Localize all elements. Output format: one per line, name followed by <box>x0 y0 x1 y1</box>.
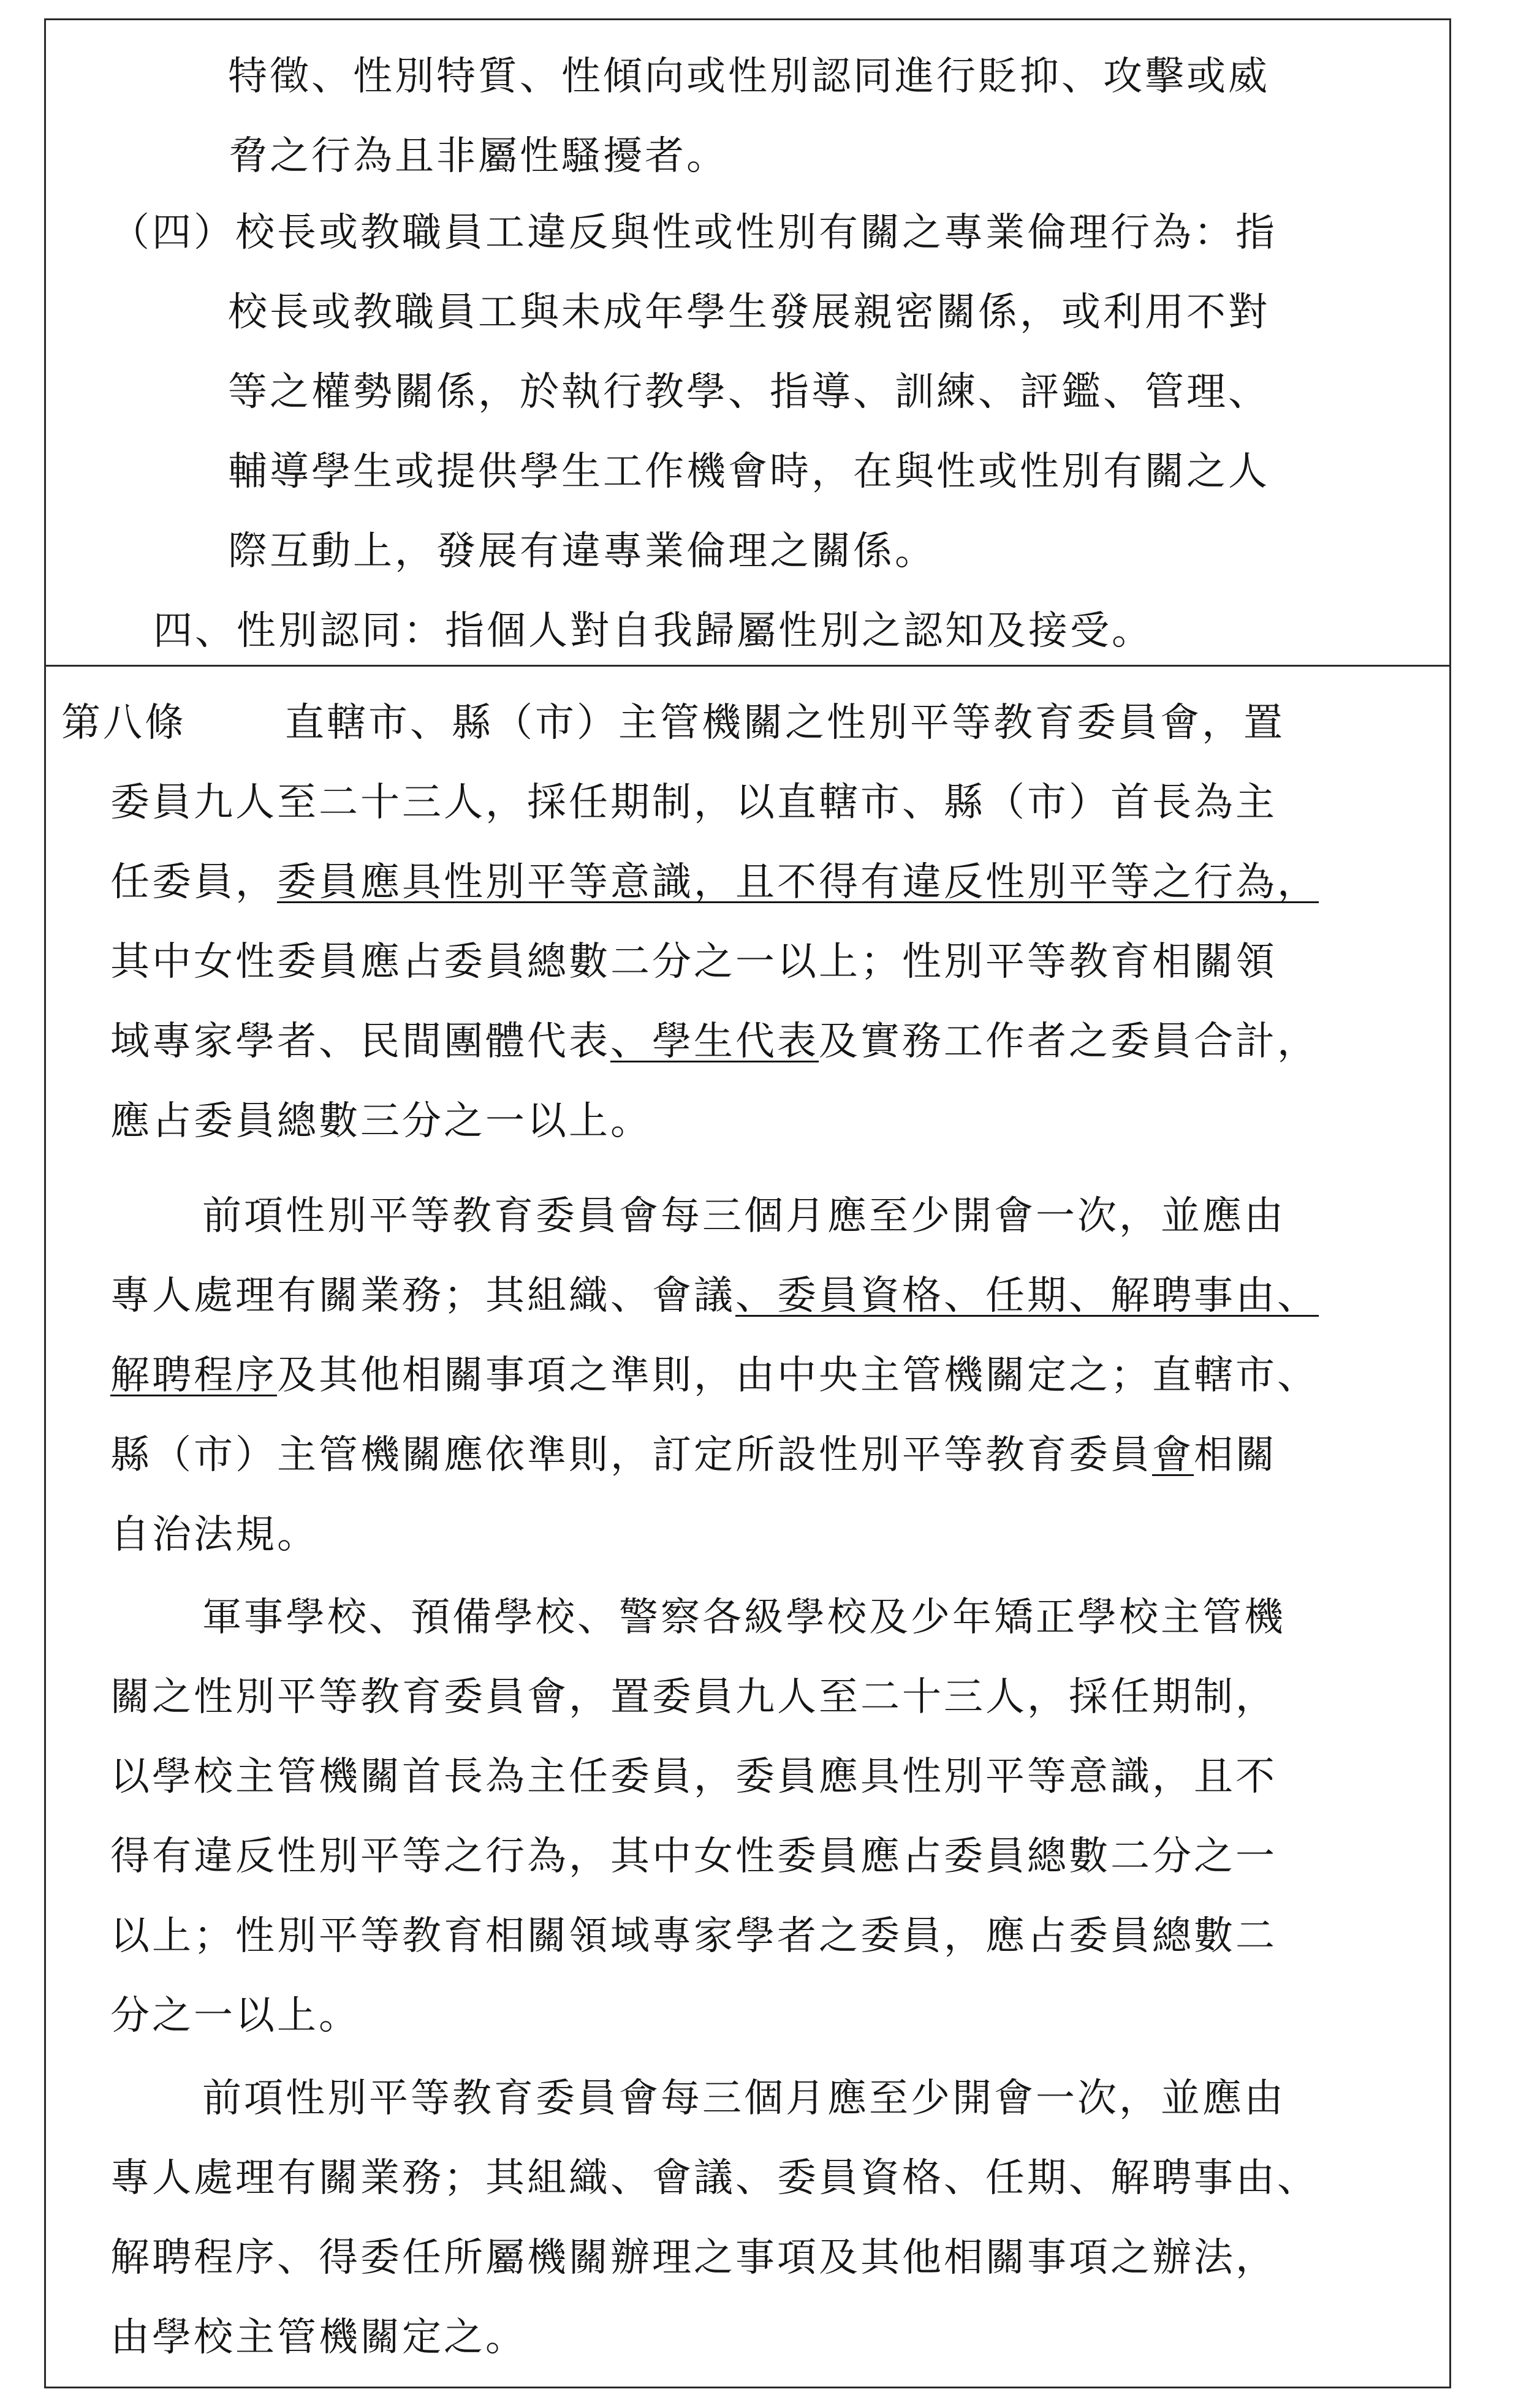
text-line: 委員九人至二十三人，採任期制，以直轄市、縣（市）首長為主 <box>110 780 1277 825</box>
text-segment: 及其他相關事項之準則，由中央主管機關定之；直轄市、 <box>277 1353 1319 1398</box>
article-heading: 第八條 <box>61 700 186 746</box>
text-line: 應占委員總數三分之一以上。 <box>110 1099 652 1144</box>
text-line: 特徵、性別特質、性傾向或性別認同進行貶抑、攻擊或威 <box>228 54 1270 99</box>
text-line: 專人處理有關業務；其組織、會議、委員資格、任期、解聘事由、 <box>110 2156 1319 2201</box>
text-line: 其中女性委員應占委員總數二分之一以上；性別平等教育相關領 <box>110 939 1277 985</box>
text-line: 自治法規。 <box>110 1512 319 1558</box>
text-line: 校長或教職員工與未成年學生發展親密關係，或利用不對 <box>228 290 1270 335</box>
text-line: 得有違反性別平等之行為，其中女性委員應占委員總數二分之一 <box>110 1834 1277 1879</box>
text-line: 以上；性別平等教育相關領域專家學者之委員，應占委員總數二 <box>110 1914 1277 1959</box>
text-segment: 任委員， <box>110 860 277 905</box>
text-line <box>110 1431 1277 1480</box>
text-segment: 縣（市）主管機關應依準則，訂定所設性別平等教育委員 <box>110 1433 1152 1478</box>
text-segment: 及實務工作者之委員合計， <box>819 1019 1319 1064</box>
text-line <box>110 1017 1319 1066</box>
text-line: 分之一以上。 <box>110 1993 360 2039</box>
text-line <box>110 1271 1319 1320</box>
amended-text: 委員應具性別平等意識，且不得有違反性別平等之行為， <box>277 860 1319 905</box>
text-line: 解聘程序、得委任所屬機關辦理之事項及其他相關事項之辦法， <box>110 2235 1277 2281</box>
text-segment: 專人處理有關業務；其組織、會議 <box>110 1273 735 1319</box>
text-line: 直轄市、縣（市）主管機關之性別平等教育委員會，置 <box>285 700 1285 746</box>
text-line: （四）校長或教職員工違反與性或性別有關之專業倫理行為：指 <box>110 210 1277 256</box>
amended-text: 、學生代表 <box>610 1019 819 1064</box>
text-line: 等之權勢關係，於執行教學、指導、訓練、評鑑、管理、 <box>228 369 1270 415</box>
amended-text: 會 <box>1152 1433 1194 1478</box>
text-line: 前項性別平等教育委員會每三個月應至少開會一次，並應由 <box>202 1194 1286 1239</box>
text-line: 前項性別平等教育委員會每三個月應至少開會一次，並應由 <box>202 2076 1286 2121</box>
text-line: 脅之行為且非屬性騷擾者。 <box>228 134 728 179</box>
text-line: 輔導學生或提供學生工作機會時，在與性或性別有關之人 <box>228 449 1270 494</box>
text-line: 四、性別認同：指個人對自我歸屬性別之認知及接受。 <box>153 608 1153 654</box>
amended-text: 、委員資格、任期、解聘事由、 <box>735 1273 1319 1319</box>
amended-text: 解聘程序 <box>110 1353 277 1398</box>
text-line: 關之性別平等教育委員會，置委員九人至二十三人，採任期制， <box>110 1675 1277 1720</box>
section-divider <box>44 665 1451 667</box>
text-line: 軍事學校、預備學校、警察各級學校及少年矯正學校主管機 <box>202 1595 1286 1640</box>
text-segment: 域專家學者、民間團體代表 <box>110 1019 610 1064</box>
text-line: 以學校主管機關首長為主任委員，委員應具性別平等意識，且不 <box>110 1754 1277 1800</box>
text-line: 由學校主管機關定之。 <box>110 2315 527 2360</box>
text-line <box>110 1351 1319 1400</box>
text-segment: 相關 <box>1194 1433 1277 1478</box>
text-line <box>110 858 1319 907</box>
text-line: 際互動上，發展有違專業倫理之關係。 <box>228 529 936 574</box>
